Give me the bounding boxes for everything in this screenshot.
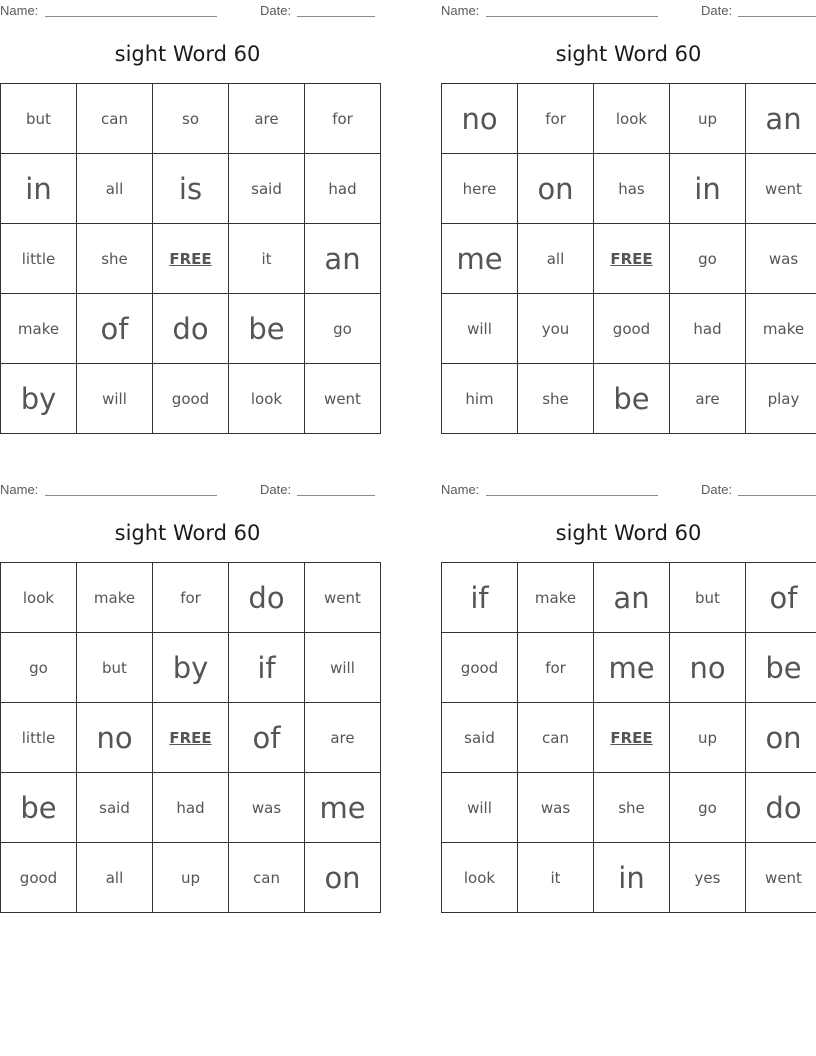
word-cell: good	[594, 294, 670, 364]
name-blank-line	[486, 16, 658, 17]
word-cell: in	[1, 154, 77, 224]
word-cell: will	[442, 773, 518, 843]
bingo-card-2	[441, 0, 816, 435]
word-cell: is	[153, 154, 229, 224]
free-space-cell: FREE	[153, 224, 229, 294]
grid-row	[442, 224, 816, 294]
word-cell: be	[594, 364, 670, 434]
word-cell: it	[229, 224, 305, 294]
word-cell: but	[670, 563, 746, 633]
word-cell: said	[229, 154, 305, 224]
word-cell: will	[442, 294, 518, 364]
grid-row	[1, 633, 381, 703]
date-label: Date:	[260, 482, 292, 497]
name-blank-line	[45, 495, 217, 496]
bingo-grid	[0, 83, 381, 434]
card-header	[441, 482, 816, 498]
word-cell: but	[1, 84, 77, 154]
word-cell: will	[305, 633, 381, 703]
word-cell: go	[670, 773, 746, 843]
date-label: Date:	[260, 3, 292, 18]
word-cell: for	[153, 563, 229, 633]
word-cell: on	[305, 843, 381, 913]
free-space-cell: FREE	[594, 703, 670, 773]
card-header	[441, 3, 816, 19]
bingo-card-1	[0, 0, 375, 435]
grid-row	[442, 843, 816, 913]
grid-row	[442, 294, 816, 364]
word-cell: of	[746, 563, 816, 633]
word-cell: are	[229, 84, 305, 154]
word-cell: make	[1, 294, 77, 364]
word-cell: all	[77, 154, 153, 224]
word-cell: up	[153, 843, 229, 913]
word-cell: was	[746, 224, 816, 294]
word-cell: can	[77, 84, 153, 154]
word-cell: can	[518, 703, 594, 773]
bingo-grid	[441, 83, 816, 434]
grid-row	[1, 773, 381, 843]
word-cell: for	[518, 633, 594, 703]
word-cell: had	[153, 773, 229, 843]
word-cell: an	[746, 84, 816, 154]
word-cell: are	[670, 364, 746, 434]
word-cell: had	[670, 294, 746, 364]
card-header	[0, 3, 375, 19]
grid-row	[442, 364, 816, 434]
word-cell: me	[442, 224, 518, 294]
word-cell: for	[305, 84, 381, 154]
word-cell: be	[229, 294, 305, 364]
word-cell: on	[518, 154, 594, 224]
word-cell: do	[229, 563, 305, 633]
word-cell: went	[746, 154, 816, 224]
word-cell: look	[442, 843, 518, 913]
word-cell: are	[305, 703, 381, 773]
word-cell: of	[77, 294, 153, 364]
word-cell: went	[305, 364, 381, 434]
card-title: sight Word 60	[114, 42, 261, 66]
word-cell: on	[746, 703, 816, 773]
bingo-grid	[0, 562, 381, 913]
grid-row	[442, 154, 816, 224]
word-cell: so	[153, 84, 229, 154]
word-cell: be	[1, 773, 77, 843]
free-space-cell: FREE	[153, 703, 229, 773]
word-cell: yes	[670, 843, 746, 913]
word-cell: she	[77, 224, 153, 294]
word-cell: no	[77, 703, 153, 773]
bingo-grid	[441, 562, 816, 913]
word-cell: go	[670, 224, 746, 294]
word-cell: up	[670, 703, 746, 773]
word-cell: an	[305, 224, 381, 294]
word-cell: can	[229, 843, 305, 913]
word-cell: no	[670, 633, 746, 703]
grid-row	[442, 84, 816, 154]
word-cell: she	[518, 364, 594, 434]
word-cell: if	[229, 633, 305, 703]
name-blank-line	[45, 16, 217, 17]
grid-row	[1, 563, 381, 633]
word-cell: little	[1, 703, 77, 773]
word-cell: but	[77, 633, 153, 703]
word-cell: no	[442, 84, 518, 154]
word-cell: do	[746, 773, 816, 843]
grid-row	[1, 843, 381, 913]
word-cell: said	[442, 703, 518, 773]
word-cell: went	[305, 563, 381, 633]
word-cell: look	[1, 563, 77, 633]
word-cell: go	[305, 294, 381, 364]
date-label: Date:	[701, 3, 733, 18]
date-label: Date:	[701, 482, 733, 497]
grid-row	[442, 563, 816, 633]
grid-row	[1, 84, 381, 154]
word-cell: all	[518, 224, 594, 294]
name-blank-line	[486, 495, 658, 496]
word-cell: good	[442, 633, 518, 703]
card-title: sight Word 60	[555, 521, 702, 545]
word-cell: up	[670, 84, 746, 154]
card-title: sight Word 60	[555, 42, 702, 66]
bingo-card-4	[441, 479, 816, 914]
word-cell: all	[77, 843, 153, 913]
grid-row	[442, 633, 816, 703]
date-blank-line	[738, 495, 816, 496]
date-blank-line	[738, 16, 816, 17]
word-cell: in	[670, 154, 746, 224]
free-space-cell: FREE	[594, 224, 670, 294]
word-cell: was	[518, 773, 594, 843]
word-cell: by	[1, 364, 77, 434]
grid-row	[442, 703, 816, 773]
word-cell: make	[77, 563, 153, 633]
word-cell: an	[594, 563, 670, 633]
word-cell: will	[77, 364, 153, 434]
grid-row	[1, 703, 381, 773]
word-cell: she	[594, 773, 670, 843]
word-cell: has	[594, 154, 670, 224]
word-cell: look	[594, 84, 670, 154]
grid-row	[442, 773, 816, 843]
word-cell: make	[518, 563, 594, 633]
word-cell: good	[1, 843, 77, 913]
name-label: Name:	[0, 3, 39, 18]
word-cell: me	[594, 633, 670, 703]
word-cell: had	[305, 154, 381, 224]
grid-row	[1, 224, 381, 294]
word-cell: by	[153, 633, 229, 703]
name-label: Name:	[0, 482, 39, 497]
word-cell: here	[442, 154, 518, 224]
word-cell: look	[229, 364, 305, 434]
name-label: Name:	[441, 482, 480, 497]
date-blank-line	[297, 495, 375, 496]
card-header	[0, 482, 375, 498]
word-cell: do	[153, 294, 229, 364]
word-cell: if	[442, 563, 518, 633]
word-cell: go	[1, 633, 77, 703]
bingo-card-3	[0, 479, 375, 914]
word-cell: for	[518, 84, 594, 154]
word-cell: went	[746, 843, 816, 913]
word-cell: of	[229, 703, 305, 773]
grid-row	[1, 364, 381, 434]
word-cell: me	[305, 773, 381, 843]
word-cell: in	[594, 843, 670, 913]
grid-row	[1, 154, 381, 224]
name-label: Name:	[441, 3, 480, 18]
grid-row	[1, 294, 381, 364]
word-cell: you	[518, 294, 594, 364]
word-cell: him	[442, 364, 518, 434]
word-cell: be	[746, 633, 816, 703]
word-cell: make	[746, 294, 816, 364]
word-cell: good	[153, 364, 229, 434]
card-title: sight Word 60	[114, 521, 261, 545]
word-cell: little	[1, 224, 77, 294]
word-cell: play	[746, 364, 816, 434]
word-cell: was	[229, 773, 305, 843]
word-cell: it	[518, 843, 594, 913]
word-cell: said	[77, 773, 153, 843]
date-blank-line	[297, 16, 375, 17]
